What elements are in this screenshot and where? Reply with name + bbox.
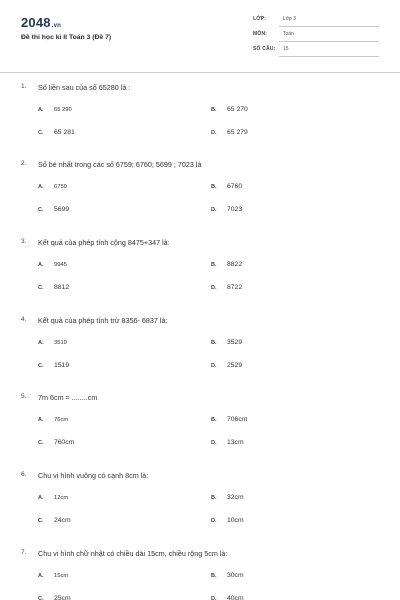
option-value: 1519 <box>54 362 70 369</box>
option-letter: C. <box>38 207 44 213</box>
option-value: 25cm <box>54 595 71 600</box>
option-value: 76cm <box>54 417 69 423</box>
option-value: 6759 <box>54 184 67 190</box>
option-letter: D. <box>211 440 217 446</box>
option-letter: A. <box>38 340 44 346</box>
option-letter: B. <box>211 573 217 579</box>
option-value: 65 270 <box>227 106 248 113</box>
header-divider <box>0 72 400 73</box>
option-letter: D. <box>211 285 217 291</box>
meta-subject-label: MÔN: <box>253 31 268 37</box>
option-letter: B. <box>211 495 217 501</box>
option-letter: A. <box>38 417 44 423</box>
question-text: Số liền sau của số 65280 là : <box>38 83 131 92</box>
option-value: 65 279 <box>227 129 248 136</box>
option-value: 5699 <box>54 206 70 213</box>
meta-underline <box>279 26 379 27</box>
option-letter: A. <box>38 262 44 268</box>
option-value: 3519 <box>54 340 67 346</box>
option-value: 24cm <box>54 517 71 524</box>
option-letter: B. <box>211 262 217 268</box>
meta-subject-row <box>253 31 379 42</box>
question-number: 1. <box>21 83 27 90</box>
option-value: 65 281 <box>54 129 75 136</box>
option-value: 7023 <box>227 206 243 213</box>
option-value: 13cm <box>227 439 244 446</box>
logo-domain: .vn <box>51 23 62 29</box>
question-text: Chu vi hình chữ nhật có chiều dài 15cm, chiều rộng 5cm là: <box>38 549 228 558</box>
meta-count-value: 15 <box>283 46 289 52</box>
logo-number: 2048 <box>21 15 51 30</box>
meta-subject-value: Toán <box>283 31 294 37</box>
option-value: 760cm <box>54 439 75 446</box>
option-letter: C. <box>38 518 44 524</box>
question-number: 2. <box>21 160 27 167</box>
option-letter: C. <box>38 596 44 600</box>
option-value: 9945 <box>54 262 67 268</box>
meta-count-label: SỐ CÂU: <box>253 46 276 52</box>
option-value: 15cm <box>54 573 69 579</box>
meta-class-row <box>253 16 379 27</box>
option-value: 8722 <box>227 284 243 291</box>
option-letter: C. <box>38 130 44 136</box>
option-letter: D. <box>211 596 217 600</box>
option-value: 8822 <box>227 261 243 268</box>
option-value: 6760 <box>227 183 243 190</box>
option-letter: A. <box>38 184 44 190</box>
option-value: 2529 <box>227 362 243 369</box>
question-number: 5. <box>21 393 27 400</box>
option-letter: B. <box>211 417 217 423</box>
option-value: 40cm <box>227 595 244 600</box>
question-text: Kết quả của phép tính cộng 8475+347 là: <box>38 238 170 247</box>
option-letter: C. <box>38 440 44 446</box>
exam-title: Đề thi học kì II Toán 3 (Đề 7) <box>21 34 112 41</box>
meta-class-value: Lớp 3 <box>283 16 297 22</box>
question-number: 3. <box>21 238 27 245</box>
option-value: 10cm <box>227 517 244 524</box>
question-text: Số bé nhất trong các số 6759; 6760; 5699 ; 7023 là <box>38 160 202 169</box>
option-value: 706cm <box>227 416 248 423</box>
question-2 <box>0 160 400 238</box>
option-letter: C. <box>38 363 44 369</box>
option-letter: C. <box>38 285 44 291</box>
option-value: 30cm <box>227 572 244 579</box>
meta-underline <box>279 41 379 42</box>
question-number: 7. <box>21 549 27 556</box>
question-text: Chu vi hình vuông có cạnh 8cm là: <box>38 471 149 480</box>
question-4 <box>0 316 400 394</box>
option-letter: A. <box>38 495 44 501</box>
option-letter: B. <box>211 184 217 190</box>
meta-class-label: LỚP: <box>253 16 267 22</box>
question-7 <box>0 549 400 600</box>
option-value: 8812 <box>54 284 70 291</box>
option-letter: B. <box>211 340 217 346</box>
option-value: 12cm <box>54 495 69 501</box>
meta-count-row <box>253 46 379 57</box>
exam-header <box>0 0 400 72</box>
option-letter: D. <box>211 518 217 524</box>
question-text: Kết quả của phép tính trừ 8356- 6837 là: <box>38 316 168 325</box>
site-logo[interactable] <box>21 15 61 30</box>
option-value: 3529 <box>227 339 243 346</box>
question-number: 4. <box>21 316 27 323</box>
question-5 <box>0 393 400 471</box>
option-letter: B. <box>211 107 217 113</box>
option-value: 65 290 <box>54 107 72 113</box>
option-letter: A. <box>38 573 44 579</box>
option-letter: A. <box>38 107 44 113</box>
question-1 <box>0 83 400 161</box>
question-3 <box>0 238 400 316</box>
option-value: 32cm <box>227 494 244 501</box>
option-letter: D. <box>211 207 217 213</box>
meta-underline <box>279 56 379 57</box>
option-letter: D. <box>211 130 217 136</box>
question-number: 6. <box>21 471 27 478</box>
question-text: 7m 6cm = ........cm <box>38 393 98 402</box>
option-letter: D. <box>211 363 217 369</box>
question-6 <box>0 471 400 549</box>
